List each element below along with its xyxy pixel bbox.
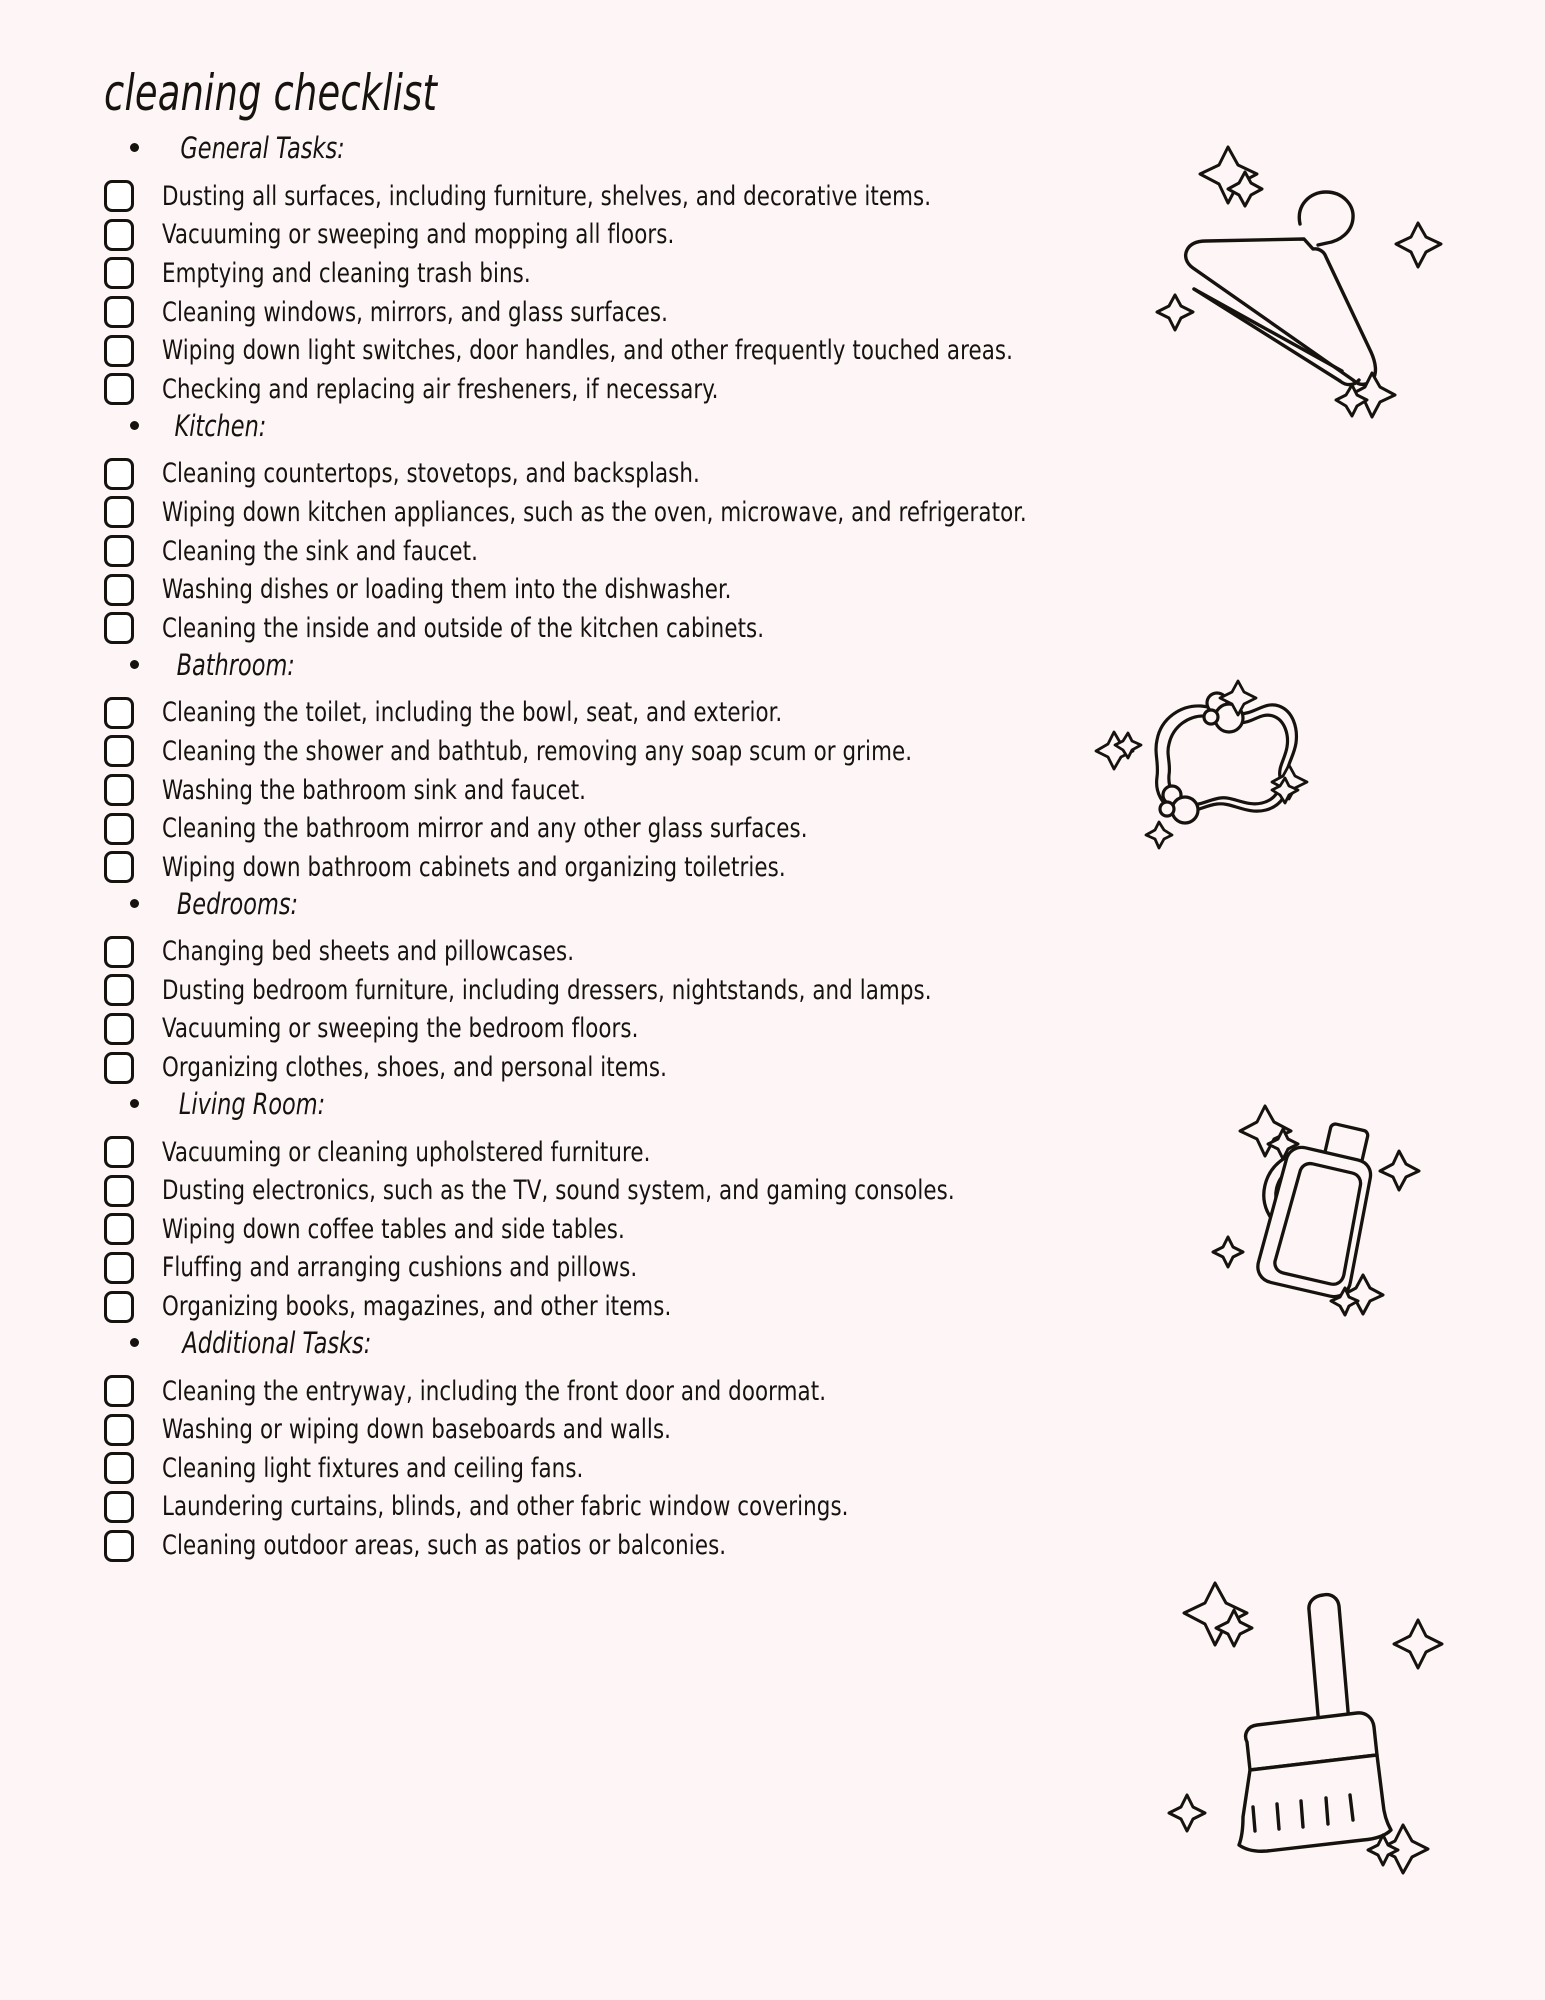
task-label: Cleaning the shower and bathtub, removing any soap scum or grime. (162, 735, 913, 767)
task-row[interactable] (104, 532, 1475, 571)
task-checkbox[interactable] (104, 1052, 134, 1084)
task-row[interactable] (104, 694, 1475, 733)
task-checkbox[interactable] (104, 813, 134, 845)
task-row[interactable] (104, 570, 1475, 609)
task-label: Vacuuming or sweeping the bedroom floors. (162, 1013, 639, 1045)
task-label: Washing the bathroom sink and faucet. (162, 774, 587, 806)
task-label: Laundering curtains, blinds, and other fabric window coverings. (162, 1491, 849, 1523)
task-label: Cleaning light fixtures and ceiling fans. (162, 1452, 584, 1484)
task-label: Emptying and cleaning trash bins. (162, 257, 531, 289)
broom-illustration (1165, 1555, 1450, 1850)
task-row[interactable] (104, 971, 1475, 1010)
task-checkbox[interactable] (104, 257, 134, 289)
task-checkbox[interactable] (104, 1452, 134, 1484)
task-label: Cleaning the inside and outside of the kitchen cabinets. (162, 612, 765, 644)
task-row[interactable] (104, 771, 1475, 810)
task-label: Washing dishes or loading them into the dishwasher. (162, 574, 732, 606)
task-checkbox[interactable] (104, 697, 134, 729)
task-checkbox[interactable] (104, 1530, 134, 1562)
task-row[interactable] (104, 732, 1475, 771)
task-row[interactable] (104, 1010, 1475, 1049)
task-label: Checking and replacing air fresheners, if necessary. (162, 373, 719, 405)
section-heading-label: General Tasks: (180, 131, 345, 165)
task-label: Cleaning windows, mirrors, and glass surfaces. (162, 296, 668, 328)
task-checkbox[interactable] (104, 851, 134, 883)
task-checkbox[interactable] (104, 936, 134, 968)
task-label: Dusting electronics, such as the TV, sound system, and gaming consoles. (162, 1175, 955, 1207)
task-row[interactable] (104, 177, 1475, 216)
task-label: Changing bed sheets and pillowcases. (162, 936, 575, 968)
task-checkbox[interactable] (104, 1291, 134, 1323)
task-checkbox[interactable] (104, 535, 134, 567)
task-label: Wiping down light switches, door handles, and other frequently touched areas. (162, 335, 1013, 367)
section-heading (104, 131, 1475, 177)
section-bedrooms (104, 887, 1475, 1087)
section-heading-label: Kitchen: (174, 408, 267, 443)
task-label: Wiping down coffee tables and side tables. (162, 1213, 625, 1245)
task-label: Wiping down bathroom cabinets and organizing toiletries. (162, 851, 786, 883)
bullet-icon (130, 143, 139, 152)
task-row[interactable] (104, 1449, 1475, 1488)
task-label: Cleaning the toilet, including the bowl, seat, and exterior. (162, 697, 783, 729)
section-heading (104, 887, 1475, 933)
task-row[interactable] (104, 331, 1475, 370)
section-additional-tasks (104, 1326, 1475, 1565)
section-heading (104, 1087, 1475, 1133)
task-checkbox[interactable] (104, 735, 134, 767)
task-checkbox[interactable] (104, 219, 134, 251)
task-row[interactable] (104, 1171, 1475, 1210)
checklist-body (104, 131, 1475, 1565)
task-checkbox[interactable] (104, 180, 134, 212)
task-row[interactable] (104, 455, 1475, 494)
task-checkbox[interactable] (104, 1252, 134, 1284)
task-checkbox[interactable] (104, 458, 134, 490)
task-row[interactable] (104, 1526, 1475, 1565)
task-row[interactable] (104, 809, 1475, 848)
task-checkbox[interactable] (104, 1491, 134, 1523)
task-label: Cleaning countertops, stovetops, and backsplash. (162, 458, 700, 490)
task-label: Organizing clothes, shoes, and personal items. (162, 1052, 667, 1084)
task-checkbox[interactable] (104, 496, 134, 528)
task-row[interactable] (104, 933, 1475, 972)
task-row[interactable] (104, 1488, 1475, 1527)
task-label: Washing or wiping down baseboards and walls. (162, 1414, 672, 1446)
task-checkbox[interactable] (104, 1375, 134, 1407)
task-checkbox[interactable] (104, 1136, 134, 1168)
task-label: Vacuuming or cleaning upholstered furniture. (162, 1136, 651, 1168)
task-checkbox[interactable] (104, 1013, 134, 1045)
task-row[interactable] (104, 254, 1475, 293)
task-label: Organizing books, magazines, and other items. (162, 1291, 672, 1323)
task-label: Dusting all surfaces, including furniture, shelves, and decorative items. (162, 180, 932, 212)
section-heading (104, 409, 1475, 455)
page-title: cleaning checklist (104, 64, 438, 122)
task-label: Cleaning outdoor areas, such as patios or balconies. (162, 1530, 727, 1562)
task-label: Dusting bedroom furniture, including dressers, nightstands, and lamps. (162, 974, 932, 1006)
task-row[interactable] (104, 609, 1475, 648)
task-label: Wiping down kitchen appliances, such as the oven, microwave, and refrigerator. (162, 496, 1027, 528)
task-checkbox[interactable] (104, 296, 134, 328)
task-label: Cleaning the sink and faucet. (162, 535, 479, 567)
task-checkbox[interactable] (104, 1175, 134, 1207)
bullet-icon (130, 1338, 139, 1347)
section-kitchen (104, 409, 1475, 648)
task-row[interactable] (104, 216, 1475, 255)
bullet-icon (130, 899, 139, 908)
task-row[interactable] (104, 1210, 1475, 1249)
task-row[interactable] (104, 1287, 1475, 1326)
task-label: Vacuuming or sweeping and mopping all floors. (162, 219, 675, 251)
section-heading-label: Bathroom: (176, 647, 295, 682)
section-heading-label: Bedrooms: (176, 886, 299, 921)
task-checkbox[interactable] (104, 974, 134, 1006)
section-heading-label: Living Room: (178, 1086, 326, 1121)
section-bathroom (104, 648, 1475, 887)
section-heading (104, 648, 1475, 694)
bullet-icon (130, 1099, 139, 1108)
section-heading-label: Additional Tasks: (182, 1325, 372, 1360)
task-row[interactable] (104, 1410, 1475, 1449)
task-row[interactable] (104, 1249, 1475, 1288)
task-row[interactable] (104, 1048, 1475, 1087)
bullet-icon (130, 660, 139, 669)
bullet-icon (130, 421, 139, 430)
task-row[interactable] (104, 370, 1475, 409)
task-checkbox[interactable] (104, 1213, 134, 1245)
task-row[interactable] (104, 848, 1475, 887)
task-label: Cleaning the bathroom mirror and any other glass surfaces. (162, 813, 808, 845)
task-label: Fluffing and arranging cushions and pillows. (162, 1252, 638, 1284)
section-living-room (104, 1087, 1475, 1326)
section-general-tasks (104, 131, 1475, 409)
task-label: Cleaning the entryway, including the front door and doormat. (162, 1375, 827, 1407)
section-heading (104, 1326, 1475, 1372)
task-checkbox[interactable] (104, 574, 134, 606)
task-checkbox[interactable] (104, 774, 134, 806)
task-row[interactable] (104, 493, 1475, 532)
task-checkbox[interactable] (104, 335, 134, 367)
task-checkbox[interactable] (104, 612, 134, 644)
task-checkbox[interactable] (104, 1414, 134, 1446)
task-row[interactable] (104, 293, 1475, 332)
task-checkbox[interactable] (104, 373, 134, 405)
task-row[interactable] (104, 1133, 1475, 1172)
task-row[interactable] (104, 1372, 1475, 1411)
